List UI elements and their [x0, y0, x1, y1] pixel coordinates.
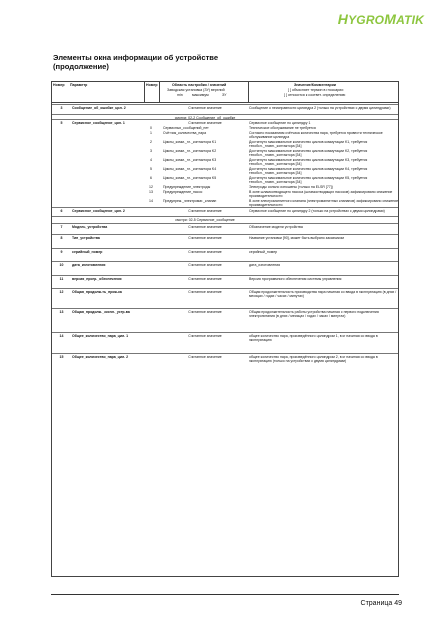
row-description: дата_изготовления: [249, 262, 281, 267]
row-subnumber: 14: [149, 198, 153, 203]
row-description: Достигнуто максимальное количество циклов коммутации K4, требуется техобсл._главн._контактора [34]: [249, 166, 368, 175]
row-parameter: Тип_устройства: [72, 235, 100, 240]
row-description: Достигнуто максимальное количество циклов коммутации K1, требуется техобсл._главн._контактора [34]: [249, 139, 368, 148]
table-row: [52, 275, 398, 289]
header-param: Параметр: [70, 83, 88, 87]
row-description: Достигнуто максимальное количество циклов коммутации K2, требуется техобсл._главн._контактора [34]: [249, 148, 368, 157]
row-number: 13: [59, 309, 64, 314]
row-value: Считанное значение: [188, 235, 222, 240]
header-range2: Заводская установка (ЗУ) верхний: [167, 88, 225, 92]
row-description: Общая продолжительность работы устройства начиная с первого подключения электропитания (в днях / месяцах / годах / часах / минутах): [249, 309, 379, 318]
row-value: Предупреждение_насос: [163, 189, 203, 194]
row-value: Считанное значение: [188, 276, 222, 281]
table-row: [52, 353, 398, 376]
row-value: Предупреждение_электроды: [163, 184, 211, 189]
row-value: Считанное значение: [188, 309, 222, 314]
row-value: Циклы_комм._гл._контактора K2: [163, 148, 217, 153]
table-row: [52, 261, 398, 276]
row-description: Достигнуто максимальное количество циклов коммутации K3, требуется техобсл._главн._контактора [34]: [249, 157, 368, 166]
row-description: Название установки [90], может быть выбрано заказчиком: [249, 235, 344, 240]
row-number: 10: [59, 262, 64, 267]
row-value: Считанное значение: [188, 224, 222, 229]
table-row: [52, 166, 398, 175]
table-row: [52, 175, 398, 184]
logo-text-atik: ATIK: [396, 13, 424, 27]
footer-divider: [51, 594, 399, 595]
row-description: Общая продолжительность производства пара начиная со ввода в эксплуатацию (в днях / месяцах / годах / часах / минутах): [249, 289, 397, 298]
row-parameter: Модель_устройства: [72, 224, 108, 229]
row-number: 5: [60, 120, 63, 125]
row-subnumber: 13: [149, 189, 153, 194]
row-number: 3: [60, 105, 63, 110]
table-row: [52, 308, 398, 333]
header-desc1: Значение/Комментарии: [294, 83, 336, 87]
header-divider: [144, 82, 145, 102]
info-table: [51, 81, 399, 577]
row-value: Циклы_комм._гл._контактора K4: [163, 166, 217, 171]
row-value: Считанное значение: [188, 333, 222, 338]
row-subnumber: 3: [150, 148, 152, 153]
row-number: 15: [59, 354, 64, 359]
row-number: 9: [60, 249, 63, 254]
row-value: Считанное значение: [188, 208, 222, 213]
row-parameter: дата_изготовления: [72, 262, 106, 267]
row-description: Электроды сильно изношены (только на ELSR [77]): [249, 184, 333, 189]
row-subnumber: 6: [150, 175, 152, 180]
row-description: общее количество пара, произведённого цилиндром 1, в кг начиная со ввода в эксплуатацию: [249, 333, 378, 342]
row-value: Считанное значение: [188, 354, 222, 359]
row-parameter: Сообщение_об_ошибке_цил. 2: [72, 105, 126, 110]
row-parameter: версия_прогр._обеспечения: [72, 276, 122, 281]
row-value: Сервисных_сообщений_нет: [163, 125, 209, 130]
table-row: [52, 234, 398, 249]
row-parameter: серийный_номер: [72, 249, 103, 254]
row-value: Считанное значение: [188, 120, 222, 125]
row-value: смотри: 02-2 Сообщение_об_ошибке: [174, 115, 236, 120]
row-description: Версия программного обеспечения системы управления: [249, 276, 342, 281]
table-row: [52, 157, 398, 166]
header-desc3: [ ] относится к соответ. определению: [284, 93, 346, 97]
row-parameter: Общее_количество_пара_цил. 2: [72, 354, 129, 359]
table-row: [52, 148, 398, 157]
page-title-line2: (продолжение): [53, 62, 109, 72]
row-value: Предупреж._электромаг._клапан: [163, 198, 217, 203]
row-subnumber: 12: [149, 184, 153, 189]
header-range1: Область настройки / значений: [172, 83, 227, 87]
page-number: Страница 49: [360, 600, 402, 607]
table-row: [52, 189, 398, 198]
row-number: 6: [60, 208, 63, 213]
row-value: Счётчик_количества_пара: [163, 130, 207, 135]
row-value: Циклы_комм._гл._контактора K3: [163, 157, 217, 162]
row-value: Считанное значение: [188, 105, 222, 110]
table-row: [52, 139, 398, 148]
row-value: Считанное значение: [188, 289, 222, 294]
row-description: серийный_номер: [249, 249, 278, 254]
header-divider: [159, 82, 160, 102]
row-subnumber: 1: [150, 130, 152, 135]
row-value: Считанное значение: [188, 262, 222, 267]
row-number: 8: [60, 235, 63, 240]
table-row: [52, 248, 398, 262]
logo-letter-h: H: [337, 11, 349, 27]
row-description: Сервисное сообщение по цилиндру 1: [249, 120, 311, 125]
logo-letter-m: M: [384, 11, 397, 27]
table-row: [52, 130, 398, 139]
row-description: Обозначение модели устройства: [249, 224, 303, 229]
row-parameter: Сервисное_сообщение_цил. 1: [72, 120, 125, 125]
row-parameter: Общая_продолж-ть_прож-ка: [72, 289, 122, 294]
row-value: Считанное значение: [188, 249, 222, 254]
row-description: В зоне шламоотводящего насоса (шламоотводящих насосов) зафиксировано снижение производительности: [249, 189, 393, 198]
row-parameter: Сервисное_сообщение_цил. 2: [72, 208, 125, 213]
row-number: 12: [59, 289, 64, 294]
row-value: смотри: 02-5 Сервисное_сообщение: [175, 217, 235, 222]
table-row: [52, 288, 398, 309]
row-number: 7: [60, 224, 63, 229]
header-divider: [248, 82, 249, 102]
row-subnumber: 5: [150, 166, 152, 171]
row-parameter: Общая_продолж._экспл._устр-ва: [72, 309, 130, 314]
row-value: Циклы_комм._гл._контактора K1: [163, 139, 217, 144]
row-description: Техническое обслуживание не требуется: [249, 125, 316, 130]
table-row: [52, 198, 398, 207]
header-max: максимум: [192, 93, 209, 97]
row-description: Сервисное сообщение по цилиндру 2 (только на устройствах с двумя цилиндрами): [249, 208, 385, 213]
row-description: В зоне электромагнитного клапана (электромагнитных клапанов) зафиксировано снижение производительности: [249, 198, 399, 207]
header-min: min: [177, 93, 183, 97]
page-title-line1: Элементы окна информации об устройстве: [53, 53, 219, 62]
table-row: [52, 332, 398, 354]
row-description: Сообщение о неисправности цилиндра 2 (только на устройствах с двумя цилиндрами): [249, 105, 391, 110]
row-number: 11: [59, 276, 64, 281]
row-subnumber: 2: [150, 139, 152, 144]
page-title: [53, 53, 393, 71]
row-description: Согласно показаниям счётчика количества пара, требуется провести техническое обслуживание цилиндра: [249, 130, 383, 139]
header-nr: Номер: [53, 83, 65, 87]
row-subnumber: 4: [150, 157, 152, 162]
logo-text-ygro: YGRO: [348, 13, 385, 27]
header-sub: Номер: [146, 83, 158, 87]
row-number: 14: [59, 333, 64, 338]
row-description: Достигнуто максимальное количество циклов коммутации K5, требуется техобсл._главн._контактора [34]: [249, 175, 368, 184]
table-header: [52, 82, 398, 103]
row-description: общее количество пара, произведённого цилиндром 2, в кг начиная со ввода в эксплуатацию (только на устройствах с двумя цилиндрами): [249, 354, 378, 363]
header-zu: ЗУ: [222, 93, 227, 97]
header-desc2: [ ] объясняет термин в глоссарии: [288, 88, 344, 92]
hygromatik-logo: [338, 11, 424, 27]
row-parameter: Общее_количество_пара_цил. 1: [72, 333, 129, 338]
row-value: Циклы_комм._гл._контактора K5: [163, 175, 217, 180]
row-subnumber: 0: [150, 125, 152, 130]
